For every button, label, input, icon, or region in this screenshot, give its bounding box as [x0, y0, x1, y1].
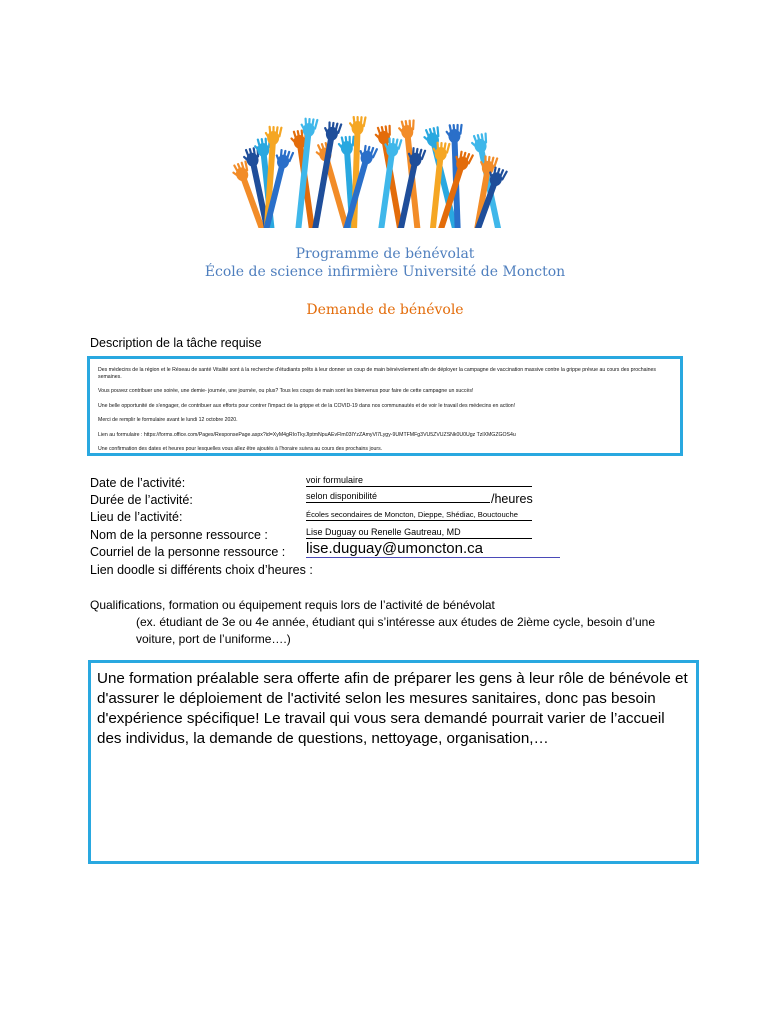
hand-shape — [288, 117, 319, 228]
lieu-field[interactable]: Écoles secondaires de Moncton, Dieppe, Shédiac, Bouctouche — [306, 510, 532, 521]
courriel-label: Courriel de la personne ressource : — [90, 545, 286, 559]
description-paragraph: Une confirmation des dates et heures pour lesquelles vous allez être ajoutés à l'horaire suivra au cours des prochains jours. — [98, 446, 383, 452]
duree-label: Durée de l’activité: — [90, 493, 193, 507]
courriel-field[interactable]: lise.duguay@umoncton.ca — [306, 540, 560, 558]
duree-field[interactable]: selon disponibilité — [306, 491, 490, 503]
description-paragraph: Des médecins de la région et le Réseau de santé Vitalité sont à la recherche d'étudiants prêts à leur donner un coup de main bénévolement afin de déployer la campagne de vaccination massive contre la grippe prévue au cours des prochaines semaines. — [98, 367, 657, 380]
qualifications-answer-box[interactable]: Une formation préalable sera offerte afin de préparer les gens à leur rôle de bénévole et d'assurer le déploiement de l'activité selon les mesures sanitaires, donc pas besoin d'expérience spécifique! Le travail qui vous sera demandé pourrait varier de l’accueil des individus, la demande de questions, nettoyage, organisation,… — [88, 660, 699, 864]
date-label: Date de l’activité: — [90, 476, 186, 490]
form-title: Demande de bénévole — [306, 302, 464, 318]
description-box — [87, 356, 683, 456]
qualifications-example-2: voiture, port de l’uniforme….) — [136, 632, 291, 646]
description-paragraph: Vous pouvez contribuer une soirée, une demie- journée, une journée, ou plus? Tous les coups de main sont les bienvenus pour faire de cette campagne un succès! — [98, 388, 474, 394]
raised-hands-icon — [228, 108, 510, 228]
personne-label: Nom de la personne ressource : — [90, 528, 268, 542]
description-paragraph: Merci de remplir le formulaire avant le lundi 12 octobre 2020. — [98, 417, 238, 423]
heures-suffix: /heures — [491, 492, 533, 506]
lieu-label: Lieu de l’activité: — [90, 510, 183, 524]
description-link[interactable]: Lien au formulaire : https://forms.office.com/Pages/ResponsePage.aspx?id=XyM4gRIoTkyJIptmNpuAEvFlm03IYzZAmyVl7Lygy-9UMTFMFg3VU5ZVUZSNk0U0Ugz TzlXMGZGOS4u — [98, 431, 516, 438]
school-name: École de science infirmière Université de Moncton — [204, 264, 566, 280]
qualifications-example: (ex. étudiant de 3e ou 4e année, étudiant qui s’intéresse aux études de 2ième cycle, besoin d’une — [136, 615, 656, 629]
description-label: Description de la tâche requise — [90, 336, 262, 350]
description-paragraph: Une belle opportunité de s'engager, de contribuer aux efforts pour contrer l'impact de la grippe et de la COVID-19 dans nos communautés et de voir le travail des médecins en action! — [98, 402, 516, 409]
program-title: Programme de bénévolat — [295, 246, 475, 262]
personne-field[interactable]: Lise Duguay ou Renelle Gautreau, MD — [306, 527, 532, 539]
date-field[interactable]: voir formulaire — [306, 475, 532, 487]
qualifications-heading: Qualifications, formation ou équipement requis lors de l’activité de bénévolat — [90, 598, 495, 612]
doodle-label: Lien doodle si différents choix d’heures : — [90, 563, 313, 577]
